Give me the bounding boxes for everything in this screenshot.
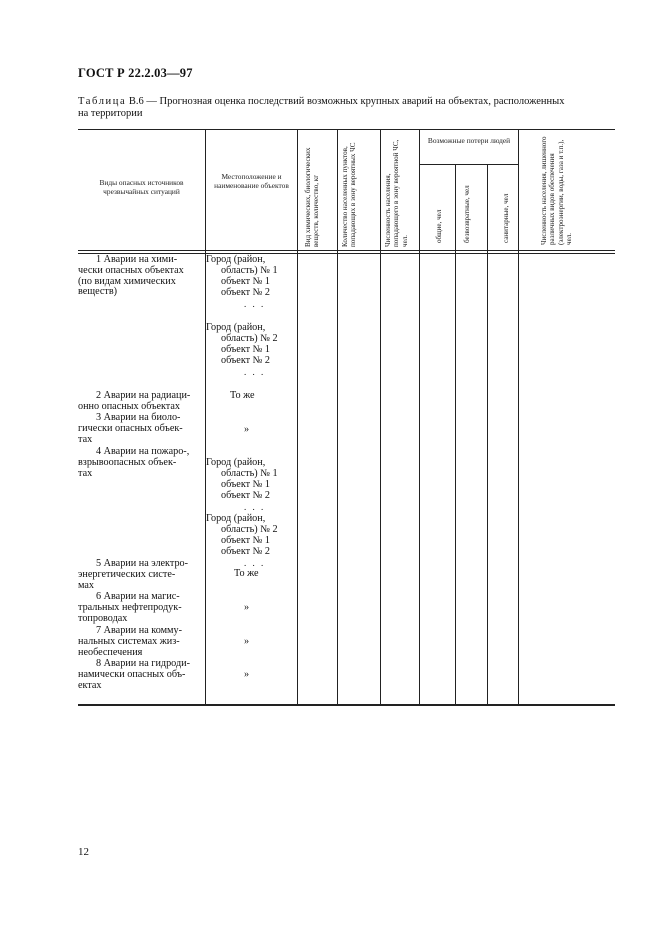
header-loss-irrecoverable: безвозвратные, чел [463,185,471,243]
header-settlements: Количество населенных пунктов, попадающих в зону вероятных ЧС [341,142,358,247]
row-6-line-3: топроводах [78,612,128,624]
row-2-line-1: 2 Аварии на радиаци- [96,390,191,401]
table-bottom-rule [78,704,615,706]
row-1-line-1: 1 Аварии на хими- [96,254,178,265]
row-1-location-region-2: область) № 2 [221,333,278,344]
row-4-line-3: тах [78,467,93,479]
row-6-source [78,592,202,624]
row-4-location-object-4: объект № 2 [221,546,270,557]
row-1-location-object-2: объект № 2 [221,287,270,298]
row-8-line-2: намически опасных объ- [78,668,186,680]
row-1-location-city-1: Город (район, [206,254,266,265]
col-divider-7 [487,164,488,706]
header-bottom-rule [78,250,615,251]
row-3-line-2: гически опасных объек- [78,422,183,434]
row-7-line-2: нальных системах жиз- [78,635,180,647]
row-4-location-object-1: объект № 1 [221,479,270,490]
row-8-line-3: ектах [78,679,102,691]
document-code: ГОСТ Р 22.2.03—97 [78,66,193,80]
col-divider-8 [518,129,519,706]
header-population: Численность населения, попадающего в зону вероятной ЧС, чел. [384,139,409,247]
row-1-location-region-1: область) № 1 [221,265,278,276]
row-7-line-3: необеспечения [78,646,143,658]
row-7-line-1: 7 Аварии на комму- [96,625,182,636]
row-1-ellipsis-1: . . . [244,299,266,309]
header-loss-sanitary: санитарные, чел [502,193,510,243]
caption-text-line2: на территории [78,108,143,119]
row-2-line-2: онно опасных объектах [78,400,180,412]
row-1-source [78,255,202,298]
caption-text: В.6 — Прогнозная оценка последствий возможных крупных аварий на объектах, расположенных [126,96,565,107]
row-3-line-1: 3 Аварии на биоло- [96,412,181,423]
row-7-source [78,626,202,658]
row-8-location: » [244,669,250,680]
header-losses-group: Возможные потери людей [427,136,511,145]
row-4-line-2: взрывоопасных объек- [78,456,177,468]
row-1-line-4: веществ) [78,286,118,298]
col-divider-5 [419,129,420,706]
table-top-rule [78,129,615,130]
row-3-line-3: тах [78,433,93,445]
header-deprived-population: Численность населения, лишенного различных видов обеспечения (электроэнергии, воды, газа и т.п.), чел. [540,136,573,245]
col-divider-4 [380,129,381,706]
row-4-ellipsis-2: . . . [244,558,266,568]
row-5-line-2: энергетических систе- [78,568,176,580]
row-6-location: » [244,602,250,613]
table-caption [78,96,618,120]
caption-label: Таблица [78,96,127,107]
row-6-line-2: тральных нефтепродук- [78,601,182,613]
row-1-ellipsis-2: . . . [244,367,266,377]
header-location: Местоположение и наименование объектов [214,172,289,190]
row-4-location-region-2: область) № 2 [221,524,278,535]
row-1-line-3: (по видам химических [78,275,176,287]
row-8-line-1: 8 Аварии на гидроди- [96,658,190,669]
row-5-location: То же [234,568,259,579]
col-divider-6 [455,164,456,706]
row-1-line-2: чески опасных объектах [78,264,184,276]
row-4-location-region-1: область) № 1 [221,468,278,479]
row-5-line-3: мах [78,579,94,591]
row-1-location-object-1: объект № 1 [221,276,270,287]
header-substance-type: Вид химических, биологических веществ, количество, кг [304,147,321,247]
row-4-location-object-3: объект № 1 [221,535,270,546]
row-4-location-city-2: Город (район, [206,513,266,524]
col-divider-3 [337,129,338,706]
forecast-table [78,129,615,706]
row-2-location: То же [230,390,255,401]
col-divider-1 [205,129,206,706]
row-1-location-object-3: объект № 1 [221,344,270,355]
row-4-line-1: 4 Аварии на пожаро-, [96,446,190,457]
row-4-location-object-2: объект № 2 [221,490,270,501]
row-6-line-1: 6 Аварии на магис- [96,591,180,602]
header-loss-total: общие, чел [435,209,443,243]
row-7-location: » [244,636,250,647]
row-4-source [78,447,202,479]
row-3-location: » [244,424,250,435]
row-3-source [78,413,202,445]
row-1-location-city-2: Город (район, [206,322,266,333]
row-4-ellipsis-1: . . . [244,502,266,512]
losses-group-rule [419,164,518,165]
col-divider-2 [297,129,298,706]
header-sources: Виды опасных источников чрезвычайных ситуаций [99,178,184,196]
row-1-location-object-4: объект № 2 [221,355,270,366]
row-4-location-city-1: Город (район, [206,457,266,468]
row-5-line-1: 5 Аварии на электро- [96,558,189,569]
row-5-source [78,559,202,591]
row-8-source [78,659,202,691]
page-number: 12 [78,846,89,858]
row-2-source [78,391,202,413]
